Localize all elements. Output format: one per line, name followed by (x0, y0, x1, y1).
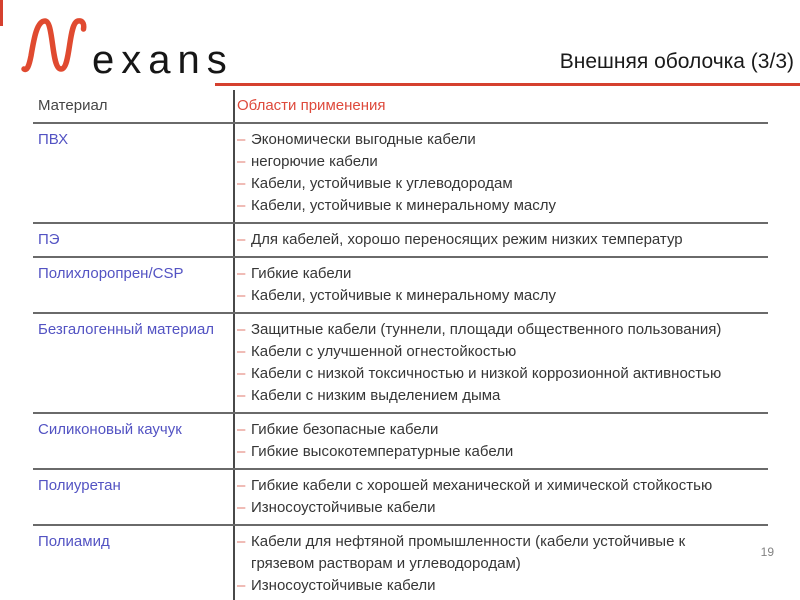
table-row (33, 124, 768, 224)
applications-cell (233, 124, 768, 222)
dash-bullet: – (237, 421, 246, 438)
corner-red-tick (0, 0, 3, 26)
dash-bullet: – (237, 343, 246, 360)
dash-bullet: – (237, 287, 246, 304)
application-item (237, 151, 764, 173)
table-header-row (33, 90, 768, 124)
material-name: ПЭ (38, 231, 60, 248)
application-item (237, 475, 764, 497)
table-row (33, 414, 768, 470)
application-item (237, 341, 764, 363)
application-item (237, 419, 764, 441)
application-item (237, 385, 764, 407)
table-row (33, 314, 768, 414)
applications-cell (233, 224, 768, 256)
dash-bullet: – (237, 365, 246, 382)
dash-bullet: – (237, 387, 246, 404)
application-item (237, 263, 764, 285)
material-name: Безгалогенный материал (38, 321, 215, 338)
dash-bullet: – (237, 321, 246, 338)
application-text: Экономически выгодные кабели (251, 131, 476, 148)
application-item (237, 363, 764, 385)
column-header-applications: Области применения (233, 90, 768, 122)
table-row (33, 258, 768, 314)
material-name: Силиконовый каучук (38, 421, 182, 438)
slide-title: Внешняя оболочка (3/3) (559, 50, 794, 73)
application-text: Кабели, устойчивые к минеральному маслу (251, 197, 557, 214)
applications-cell (233, 526, 768, 600)
application-text: Износоустойчивые кабели (251, 499, 436, 516)
application-text: Кабели с низким выделением дыма (251, 387, 501, 404)
materials-table (33, 90, 768, 600)
dash-bullet: – (237, 443, 246, 460)
application-item (237, 129, 764, 151)
application-item (237, 285, 764, 307)
application-text: Кабели с улучшенной огнестойкостью (251, 343, 517, 360)
dash-bullet: – (237, 533, 246, 550)
application-text: Кабели, устойчивые к минеральному маслу (251, 287, 557, 304)
dash-bullet: – (237, 499, 246, 516)
dash-bullet: – (237, 265, 246, 282)
application-item (237, 319, 764, 341)
material-name: Полихлоропрен/CSP (38, 265, 184, 282)
application-item (237, 441, 764, 463)
table-row (33, 224, 768, 258)
dash-bullet: – (237, 175, 246, 192)
application-item (237, 575, 764, 597)
application-text: Кабели, устойчивые к углеводородам (251, 175, 513, 192)
application-text: Кабели для нефтяной промышленности (кабели устойчивые к грязевом растворам и углеводородам) (251, 533, 686, 572)
application-text: Для кабелей, хорошо переносящих режим низких температур (251, 231, 683, 248)
table-row (33, 526, 768, 600)
dash-bullet: – (237, 231, 246, 248)
application-item (237, 229, 764, 251)
page-number: 19 (760, 545, 774, 559)
column-header-material: Материал (38, 97, 108, 114)
applications-cell (233, 258, 768, 312)
nexans-wave-n-icon (20, 12, 90, 76)
application-text: Кабели с низкой токсичностью и низкой коррозионной активностью (251, 365, 722, 382)
table-body (33, 124, 768, 600)
application-item (237, 497, 764, 519)
material-name: Полиамид (38, 533, 110, 550)
application-item (237, 195, 764, 217)
dash-bullet: – (237, 131, 246, 148)
material-name: Полиуретан (38, 477, 121, 494)
application-text: Гибкие безопасные кабели (251, 421, 439, 438)
dash-bullet: – (237, 577, 246, 594)
table-row (33, 470, 768, 526)
application-text: Износоустойчивые кабели (251, 577, 436, 594)
application-text: негорючие кабели (251, 153, 378, 170)
applications-cell (233, 470, 768, 524)
nexans-logo (20, 12, 234, 82)
title-underline-rule (215, 83, 800, 86)
material-name: ПВХ (38, 131, 69, 148)
application-item (237, 531, 764, 575)
application-text: Гибкие высокотемпературные кабели (251, 443, 514, 460)
application-text: Гибкие кабели (251, 265, 352, 282)
logo-wordmark: exans (92, 37, 234, 82)
dash-bullet: – (237, 153, 246, 170)
dash-bullet: – (237, 197, 246, 214)
application-text: Гибкие кабели с хорошей механической и химической стойкостью (251, 477, 713, 494)
application-text: Защитные кабели (туннели, площади общественного пользования) (251, 321, 722, 338)
dash-bullet: – (237, 477, 246, 494)
application-item (237, 173, 764, 195)
applications-cell (233, 314, 768, 412)
applications-cell (233, 414, 768, 468)
